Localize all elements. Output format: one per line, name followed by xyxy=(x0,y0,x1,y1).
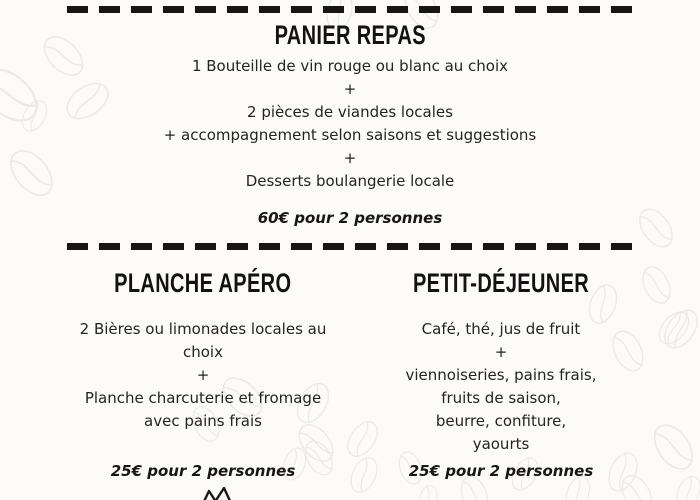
menu-line: Café, thé, jus de fruit xyxy=(421,320,581,338)
planche-apero-price: 25€ pour 2 personnes xyxy=(110,462,296,480)
panier-repas-lines xyxy=(0,55,700,193)
menu-line: yaourts xyxy=(472,435,530,453)
menu-line: Desserts boulangerie locale xyxy=(245,172,455,190)
panier-repas-title: PANIER REPAS xyxy=(274,20,426,50)
planche-apero-lines xyxy=(50,318,356,433)
menu-line: Planche charcuterie et fromage xyxy=(84,389,322,407)
bottom-columns xyxy=(0,268,700,500)
menu-line: 2 Bières ou limonades locales au xyxy=(79,320,327,338)
section-panier-repas xyxy=(0,20,700,229)
petit-dejeuner-title: PETIT-DÉJEUNER xyxy=(412,268,590,298)
mountain-peaks-icon xyxy=(196,487,238,500)
menu-line: avec pains frais xyxy=(144,412,262,430)
section-planche-apero xyxy=(50,268,356,500)
menu-line: beurre, confiture, xyxy=(435,412,567,430)
menu-line: viennoiseries, pains frais, xyxy=(405,366,597,384)
menu-line: 1 Bouteille de vin rouge ou blanc au choix xyxy=(191,57,509,75)
menu-line: + accompagnement selon saisons et suggestions xyxy=(163,126,537,144)
panier-repas-price: 60€ pour 2 personnes xyxy=(257,209,443,227)
dashed-divider-top xyxy=(67,6,633,13)
petit-dejeuner-lines xyxy=(365,318,637,456)
menu-line: 2 pièces de viandes locales xyxy=(247,103,453,121)
petit-dejeuner-price: 25€ pour 2 personnes xyxy=(408,462,594,480)
dashed-divider-middle xyxy=(67,243,633,250)
section-petit-dejeuner xyxy=(365,268,637,500)
menu-line: choix xyxy=(183,343,223,361)
menu-line: + xyxy=(343,149,357,167)
menu-line: + xyxy=(343,80,357,98)
menu-line: + xyxy=(196,366,210,384)
menu-line: fruits de saison, xyxy=(441,389,561,407)
planche-apero-title: PLANCHE APÉRO xyxy=(114,268,292,298)
menu-line: + xyxy=(494,343,508,361)
